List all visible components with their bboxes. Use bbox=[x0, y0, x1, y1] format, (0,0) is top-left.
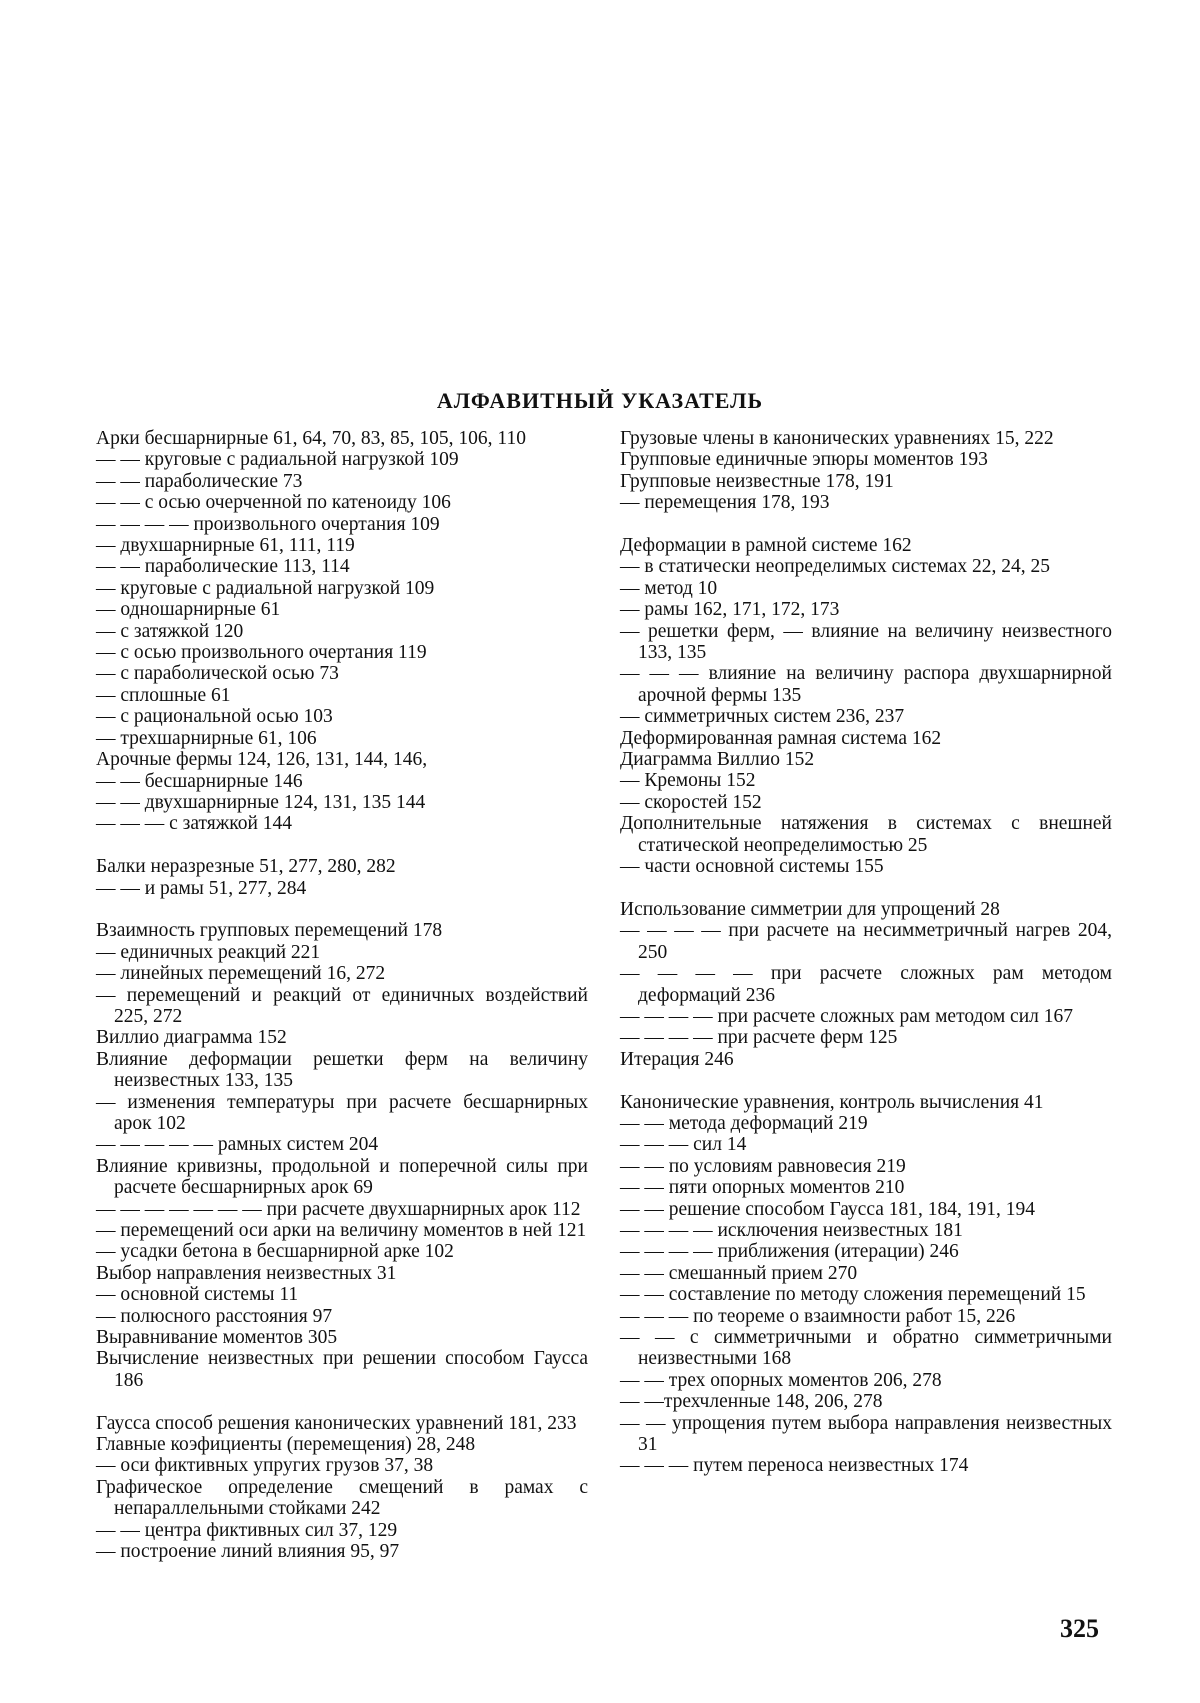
index-entry: Арочные фермы 124, 126, 131, 144, 146, bbox=[96, 749, 428, 771]
index-entry: — двухшарнирные 61, 111, 119 bbox=[96, 535, 355, 557]
index-entry: — — — — исключения неизвестных 181 bbox=[620, 1219, 963, 1241]
index-entry: — — двухшарнирные 124, 131, 135 144 bbox=[96, 791, 426, 813]
index-entry: — сплошные 61 bbox=[96, 684, 231, 706]
index-entry: — круговые с радиальной нагрузкой 109 bbox=[96, 577, 435, 599]
index-entry: — — метода деформаций 219 bbox=[620, 1112, 868, 1134]
index-entry: — — составление по методу сложения перемещений 15 bbox=[620, 1284, 1086, 1306]
index-entry: — — — — — — — при расчете двухшарнирных арок 112 bbox=[96, 1198, 581, 1220]
index-entry: — основной системы 11 bbox=[96, 1284, 299, 1306]
index-entry: — трехшарнирные 61, 106 bbox=[96, 727, 317, 749]
index-entry: Канонические уравнения, контроль вычисления 41 bbox=[620, 1091, 1044, 1113]
index-entry: — перемещений и реакций от единичных воздействий 225, 272 bbox=[96, 984, 588, 1027]
index-entry: Дополнительные натяжения в системах с внешней статической неопределимостью 25 bbox=[620, 813, 1112, 856]
index-entry: — — упрощения путем выбора направления неизвестных 31 bbox=[620, 1412, 1112, 1456]
index-entry: — в статически неопределимых системах 22, 24, 25 bbox=[620, 556, 1051, 578]
index-entry: — полюсного расстояния 97 bbox=[96, 1305, 333, 1327]
index-entry: — решетки ферм, — влияние на величину неизвестного 133, 135 bbox=[620, 620, 1112, 664]
index-entry: — — — путем переноса неизвестных 174 bbox=[620, 1455, 969, 1477]
index-entry: — с параболической осью 73 bbox=[96, 663, 339, 685]
index-entry: — — и рамы 51, 277, 284 bbox=[96, 877, 307, 899]
index-entry: — перемещений оси арки на величину моментов в ней 121 bbox=[96, 1220, 587, 1241]
index-entry: — рамы 162, 171, 172, 173 bbox=[620, 599, 840, 621]
index-entry: — Кремоны 152 bbox=[620, 770, 756, 792]
index-entry: Выравнивание моментов 305 bbox=[96, 1327, 338, 1349]
index-entry: — с затяжкой 120 bbox=[96, 620, 244, 642]
index-entry: — — круговые с радиальной нагрузкой 109 bbox=[96, 449, 459, 471]
index-entry: Групповые неизвестные 178, 191 bbox=[620, 470, 894, 492]
index-entry: Деформированная рамная система 162 bbox=[620, 727, 942, 749]
index-entry: — части основной системы 155 bbox=[620, 856, 884, 878]
entry-gap bbox=[620, 1070, 1112, 1091]
index-entry: — метод 10 bbox=[620, 577, 718, 599]
entry-gap bbox=[96, 1391, 588, 1412]
index-entry: — — — — при расчете сложных рам методом сил 167 bbox=[620, 1005, 1073, 1027]
index-entry: Гаусса способ решения канонических уравнений 181, 233 bbox=[96, 1412, 577, 1434]
index-entry: — симметричных систем 236, 237 bbox=[620, 706, 905, 728]
index-entry: — — центра фиктивных сил 37, 129 bbox=[96, 1519, 398, 1541]
index-entry: — усадки бетона в бесшарнирной арке 102 bbox=[96, 1241, 454, 1263]
index-entry: Графическое определение смещений в рамах с непараллельными стойками 242 bbox=[96, 1476, 588, 1520]
index-entry: — одношарнирные 61 bbox=[96, 599, 281, 621]
index-entry: — скоростей 152 bbox=[620, 791, 762, 813]
index-entry: — оси фиктивных упругих грузов 37, 38 bbox=[96, 1455, 434, 1477]
index-entry: — — — — при расчете на несимметричный нагрев 204, 250 bbox=[620, 920, 1112, 963]
index-entry: — перемещения 178, 193 bbox=[620, 492, 830, 514]
index-entry: — — смешанный прием 270 bbox=[620, 1262, 858, 1284]
page-number: 325 bbox=[1060, 1614, 1099, 1643]
index-entry: — — — по теореме о взаимности работ 15, 226 bbox=[620, 1305, 1016, 1327]
index-entry: Использование симметрии для упрощений 28 bbox=[620, 898, 1000, 920]
index-entry: — — параболические 73 bbox=[96, 470, 303, 492]
index-entry: — — параболические 113, 114 bbox=[96, 556, 350, 578]
index-entry: Итерация 246 bbox=[620, 1048, 734, 1070]
index-entry: Деформации в рамной системе 162 bbox=[620, 535, 912, 557]
index-entry: — изменения температуры при расчете бесшарнирных арок 102 bbox=[96, 1091, 588, 1134]
index-entry: Балки неразрезные 51, 277, 280, 282 bbox=[96, 856, 396, 878]
entry-gap bbox=[620, 514, 1112, 535]
index-entry: — с рациональной осью 103 bbox=[96, 706, 333, 728]
index-entry: — — — — при расчете ферм 125 bbox=[620, 1027, 898, 1049]
index-entry: — единичных реакций 221 bbox=[96, 941, 321, 963]
index-entry: — — — — при расчете сложных рам методом деформаций 236 bbox=[620, 963, 1112, 1006]
index-entry: — — пяти опорных моментов 210 bbox=[620, 1177, 905, 1199]
index-entry: — — решение способом Гаусса 181, 184, 191, 194 bbox=[620, 1198, 1036, 1220]
index-entry: — — — — произвольного очертания 109 bbox=[96, 513, 440, 535]
index-entry: — — трех опорных моментов 206, 278 bbox=[620, 1369, 942, 1391]
index-entry: Влияние кривизны, продольной и поперечной силы при расчете бесшарнирных арок 69 bbox=[96, 1155, 588, 1199]
index-entry: — — с осью очерченной по катеноиду 106 bbox=[96, 492, 451, 514]
index-entry: Главные коэфициенты (перемещения) 28, 248 bbox=[96, 1434, 476, 1456]
index-entry: — — — с затяжкой 144 bbox=[96, 813, 293, 835]
entry-gap bbox=[96, 835, 588, 856]
index-entry: Виллио диаграмма 152 bbox=[96, 1027, 287, 1049]
entry-gap bbox=[620, 878, 1112, 899]
index-entry: — —трехчленные 148, 206, 278 bbox=[620, 1391, 883, 1413]
index-entry: Выбор направления неизвестных 31 bbox=[96, 1262, 397, 1284]
index-entry: — — — — — рамных систем 204 bbox=[96, 1134, 379, 1156]
index-entry: — линейных перемещений 16, 272 bbox=[96, 963, 386, 985]
index-entry: Групповые единичные эпюры моментов 193 bbox=[620, 449, 988, 471]
index-entry: — — бесшарнирные 146 bbox=[96, 770, 303, 792]
index-entry: Арки бесшарнирные 61, 64, 70, 83, 85, 105, 106, 110 bbox=[96, 428, 526, 449]
index-entry: — — — — приближения (итерации) 246 bbox=[620, 1241, 959, 1263]
index-entry: — с осью произвольного очертания 119 bbox=[96, 642, 427, 664]
index-entry: — — с симметричными и обратно симметричными неизвестными 168 bbox=[620, 1327, 1112, 1370]
index-entry: Грузовые члены в канонических уравнениях 15, 222 bbox=[620, 428, 1054, 449]
index-entry: Вычисление неизвестных при решении способом Гаусса 186 bbox=[96, 1348, 588, 1391]
index-entry: Взаимность групповых перемещений 178 bbox=[96, 920, 443, 942]
index-entry: Влияние деформации решетки ферм на величину неизвестных 133, 135 bbox=[96, 1048, 588, 1092]
index-column-right bbox=[620, 428, 1112, 1477]
index-entry: — — по условиям равновесия 219 bbox=[620, 1155, 906, 1177]
page-title: АЛФАВИТНЫЙ УКАЗАТЕЛЬ bbox=[436, 388, 764, 413]
index-column-left bbox=[96, 428, 588, 1562]
index-entry: — построение линий влияния 95, 97 bbox=[96, 1541, 400, 1563]
entry-gap bbox=[96, 899, 588, 920]
index-entry: Диаграмма Виллио 152 bbox=[620, 749, 815, 771]
index-entry: — — — влияние на величину распора двухшарнирной арочной фермы 135 bbox=[620, 663, 1112, 706]
index-entry: — — — сил 14 bbox=[620, 1134, 747, 1156]
